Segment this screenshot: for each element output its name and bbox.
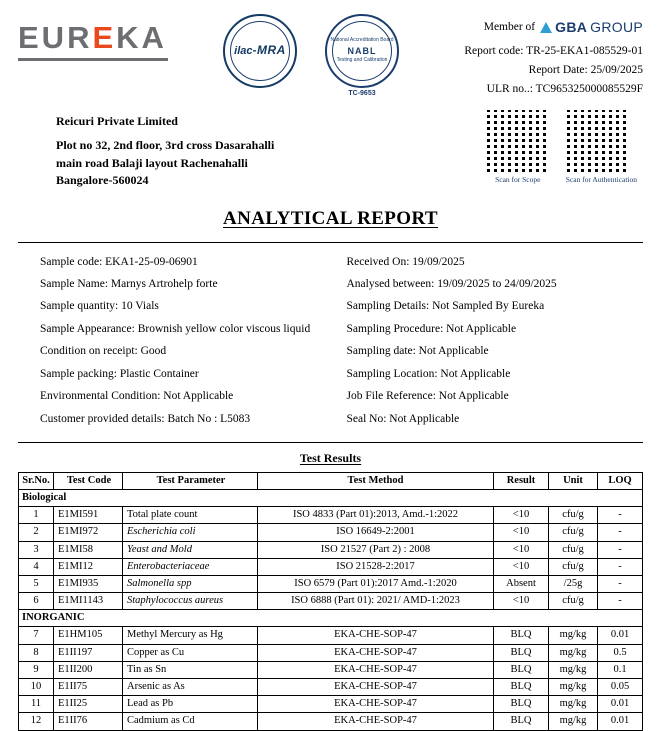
cell-sr-no: 1 [19, 507, 54, 524]
cell-result: BLQ [494, 696, 549, 713]
cell-test-code: E1MI591 [54, 507, 123, 524]
sampling-date: Sampling date: Not Applicable [346, 345, 489, 358]
cell-test-code: E1II197 [54, 644, 123, 661]
customer-company: Reicuri Private Limited [56, 114, 178, 128]
ilac-mra-seal [217, 14, 303, 97]
cell-test-method: EKA-CHE-SOP-47 [258, 661, 494, 678]
cell-loq: 0.5 [598, 644, 643, 661]
qr-authentication[interactable] [566, 109, 637, 190]
condition-on-receipt: Condition on receipt: Good [40, 345, 167, 358]
nabl-seal [319, 14, 405, 97]
cell-loq: - [598, 575, 643, 592]
cell-unit: mg/kg [549, 713, 598, 730]
cell-test-code: E1MI1143 [54, 593, 123, 610]
sample-information [0, 243, 661, 430]
cell-test-method: ISO 16649-2:2001 [258, 524, 494, 541]
gba-logo-text: GBA [555, 19, 588, 35]
cell-test-method: ISO 6579 (Part 01):2017 Amd.-1:2020 [258, 575, 494, 592]
report-code: Report code: TR-25-EKA1-085529-01 [464, 45, 643, 58]
sample-quantity: Sample quantity: 10 Vials [40, 300, 159, 313]
cell-test-parameter: Lead as Pb [123, 696, 258, 713]
accreditation-seals [193, 14, 405, 97]
sampling-details: Sampling Details: Not Sampled By Eureka [346, 300, 545, 313]
cell-test-parameter: Staphylococcus aureus [123, 593, 258, 610]
table-row [19, 661, 643, 678]
cell-loq: 0.01 [598, 696, 643, 713]
cell-loq: 0.05 [598, 679, 643, 696]
qr-code-group [486, 109, 643, 190]
cell-loq: - [598, 541, 643, 558]
cell-test-code: E1II200 [54, 661, 123, 678]
report-meta [464, 14, 643, 99]
qr-code-authentication-icon[interactable] [566, 109, 630, 173]
cell-sr-no: 7 [19, 627, 54, 644]
cell-test-code: E1II75 [54, 679, 123, 696]
cell-test-parameter: Yeast and Mold [123, 541, 258, 558]
results-table [18, 472, 643, 731]
table-row [19, 593, 643, 610]
cell-result: BLQ [494, 644, 549, 661]
cell-sr-no: 3 [19, 541, 54, 558]
col-loq: LOQ [598, 472, 643, 489]
col-unit: Unit [549, 472, 598, 489]
cell-loq: - [598, 593, 643, 610]
col-test-code: Test Code [54, 472, 123, 489]
sample-info-left-column [18, 251, 337, 430]
page-title: ANALYTICAL REPORT [222, 207, 438, 229]
sampling-location: Sampling Location: Not Applicable [346, 367, 511, 380]
cell-sr-no: 9 [19, 661, 54, 678]
sample-name: Sample Name: Marnys Artrohelp forte [40, 277, 218, 290]
report-date: Report Date: 25/09/2025 [528, 64, 643, 77]
cell-unit: mg/kg [549, 679, 598, 696]
gba-group-text: GROUP [590, 19, 643, 35]
customer-provided-details: Customer provided details: Batch No : L5083 [40, 412, 251, 425]
customer-and-qr-row [0, 99, 661, 190]
cell-sr-no: 5 [19, 575, 54, 592]
cell-test-method: EKA-CHE-SOP-47 [258, 627, 494, 644]
cell-unit: /25g [549, 575, 598, 592]
cell-test-code: E1MI58 [54, 541, 123, 558]
table-row [19, 627, 643, 644]
member-of-label: Member of [483, 21, 536, 34]
cell-unit: mg/kg [549, 644, 598, 661]
cell-loq: 0.1 [598, 661, 643, 678]
sample-packing: Sample packing: Plastic Container [40, 367, 199, 380]
cell-test-code: E1MI12 [54, 558, 123, 575]
cell-unit: mg/kg [549, 696, 598, 713]
table-row [19, 696, 643, 713]
customer-address-line3: Bangalore-560024 [56, 173, 149, 188]
cell-sr-no: 11 [19, 696, 54, 713]
cell-loq: 0.01 [598, 627, 643, 644]
results-table-head [19, 472, 643, 489]
ilac-mra-seal-text: ilac-MRA [234, 43, 286, 58]
cell-test-parameter: Total plate count [123, 507, 258, 524]
table-row [19, 679, 643, 696]
qr-scope-caption: Scan for Scope [495, 175, 541, 184]
cell-unit: cfu/g [549, 541, 598, 558]
cell-loq: - [598, 524, 643, 541]
cell-test-code: E1II76 [54, 713, 123, 730]
table-row [19, 558, 643, 575]
table-row [19, 713, 643, 730]
cell-test-code: E1MI935 [54, 575, 123, 592]
cell-unit: cfu/g [549, 507, 598, 524]
nabl-cert-number: TC-9653 [348, 90, 376, 97]
cell-result: <10 [494, 558, 549, 575]
cell-result: BLQ [494, 679, 549, 696]
cell-sr-no: 8 [19, 644, 54, 661]
cell-sr-no: 6 [19, 593, 54, 610]
table-row [19, 541, 643, 558]
cell-result: <10 [494, 593, 549, 610]
sampling-procedure: Sampling Procedure: Not Applicable [346, 322, 517, 335]
cell-loq: - [598, 558, 643, 575]
table-row [19, 644, 643, 661]
table-section-row [19, 490, 643, 507]
table-section-label: Biological [19, 490, 643, 507]
cell-test-parameter: Tin as Sn [123, 661, 258, 678]
results-divider [18, 442, 643, 443]
cell-test-parameter: Enterobacteriaceae [123, 558, 258, 575]
gba-triangle-icon [540, 22, 552, 33]
table-row [19, 507, 643, 524]
col-result: Result [494, 472, 549, 489]
table-section-label: INORGANIC [19, 610, 643, 627]
nabl-seal-icon [325, 14, 399, 88]
col-test-parameter: Test Parameter [123, 472, 258, 489]
eureka-logo [18, 14, 193, 61]
results-table-wrap [0, 466, 661, 731]
cell-test-parameter: Cadmium as Cd [123, 713, 258, 730]
cell-unit: cfu/g [549, 593, 598, 610]
cell-loq: - [598, 507, 643, 524]
logo-underline [18, 58, 168, 61]
cell-sr-no: 4 [19, 558, 54, 575]
cell-unit: mg/kg [549, 627, 598, 644]
nabl-seal-text: National Accreditation Board NABL Testing and Calibration [330, 37, 394, 64]
customer-address-line1: Plot no 32, 2nd floor, 3rd cross Dasarahalli [56, 138, 275, 153]
cell-test-parameter: Methyl Mercury as Hg [123, 627, 258, 644]
eureka-logo-text: EUREKA [18, 20, 167, 55]
cell-result: BLQ [494, 661, 549, 678]
cell-sr-no: 12 [19, 713, 54, 730]
received-on: Received On: 19/09/2025 [346, 255, 465, 268]
table-section-row [19, 610, 643, 627]
cell-test-method: EKA-CHE-SOP-47 [258, 644, 494, 661]
cell-test-code: E1II25 [54, 696, 123, 713]
col-test-method: Test Method [258, 472, 494, 489]
cell-test-method: ISO 21528-2:2017 [258, 558, 494, 575]
ilac-mra-icon [223, 14, 297, 88]
results-table-body [19, 490, 643, 730]
cell-test-method: EKA-CHE-SOP-47 [258, 679, 494, 696]
analysed-between: Analysed between: 19/09/2025 to 24/09/2025 [346, 277, 557, 290]
qr-scope[interactable] [486, 109, 550, 190]
sample-info-right-column [337, 251, 644, 430]
cell-test-code: E1MI972 [54, 524, 123, 541]
table-row [19, 575, 643, 592]
member-of-line [464, 16, 643, 39]
cell-test-method: ISO 6888 (Part 01): 2021/ AMD-1:2023 [258, 593, 494, 610]
qr-authentication-caption: Scan for Authentication [565, 175, 637, 184]
cell-result: Absent [494, 575, 549, 592]
cell-result: BLQ [494, 627, 549, 644]
cell-test-parameter: Copper as Cu [123, 644, 258, 661]
col-sr-no: Sr.No. [19, 472, 54, 489]
sample-code: Sample code: EKA1-25-09-06901 [40, 255, 198, 268]
cell-test-method: EKA-CHE-SOP-47 [258, 713, 494, 730]
cell-result: <10 [494, 524, 549, 541]
cell-test-parameter: Arsenic as As [123, 679, 258, 696]
cell-test-method: ISO 21527 (Part 2) : 2008 [258, 541, 494, 558]
cell-result: <10 [494, 541, 549, 558]
table-row [19, 524, 643, 541]
cell-result: BLQ [494, 713, 549, 730]
cell-test-method: EKA-CHE-SOP-47 [258, 696, 494, 713]
customer-address [18, 109, 274, 190]
cell-unit: cfu/g [549, 558, 598, 575]
cell-sr-no: 10 [19, 679, 54, 696]
cell-test-code: E1HM105 [54, 627, 123, 644]
cell-sr-no: 2 [19, 524, 54, 541]
qr-code-scope-icon[interactable] [486, 109, 550, 173]
sample-appearance: Sample Appearance: Brownish yellow color viscous liquid [40, 322, 311, 335]
report-header [0, 0, 661, 99]
ulr-number: ULR no..: TC965325000085529F [486, 83, 643, 96]
cell-test-parameter: Escherichia coli [123, 524, 258, 541]
test-results-heading: Test Results [299, 450, 362, 465]
customer-address-line2: main road Balaji layout Rachenahalli [56, 155, 248, 170]
environmental-condition: Environmental Condition: Not Applicable [40, 390, 234, 403]
gba-group-logo [540, 16, 643, 39]
cell-test-parameter: Salmonella spp [123, 575, 258, 592]
table-header-row [19, 472, 643, 489]
cell-unit: cfu/g [549, 524, 598, 541]
cell-result: <10 [494, 507, 549, 524]
job-file-reference: Job File Reference: Not Applicable [346, 390, 509, 403]
cell-test-method: ISO 4833 (Part 01):2013, Amd.-1:2022 [258, 507, 494, 524]
cell-unit: mg/kg [549, 661, 598, 678]
cell-loq: 0.01 [598, 713, 643, 730]
seal-no: Seal No: Not Applicable [346, 412, 460, 425]
